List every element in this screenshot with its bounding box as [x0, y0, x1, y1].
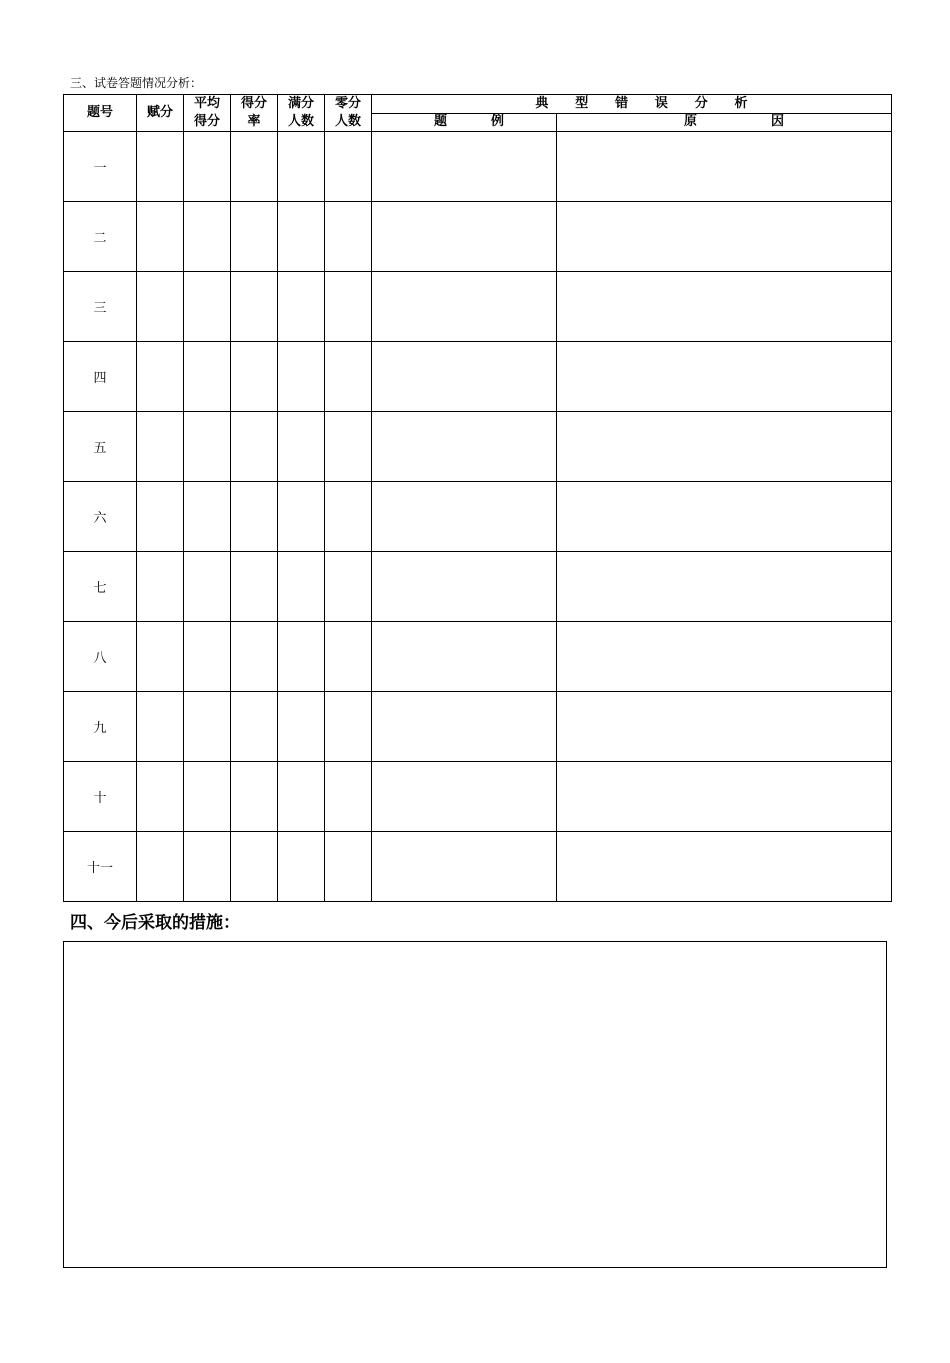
reason-cell[interactable] — [557, 762, 892, 832]
zero-marks-cell[interactable] — [325, 482, 372, 552]
zero-marks-cell[interactable] — [325, 132, 372, 202]
points-cell[interactable] — [137, 132, 184, 202]
table-row — [64, 132, 892, 202]
reason-cell[interactable] — [557, 132, 892, 202]
header-example — [372, 113, 557, 132]
example-cell[interactable] — [372, 832, 557, 902]
question-number: 五 — [64, 412, 137, 482]
reason-cell[interactable] — [557, 552, 892, 622]
score-rate-cell[interactable] — [231, 202, 278, 272]
zero-marks-cell[interactable] — [325, 342, 372, 412]
header-zero-marks-count: 零分 人数 — [325, 95, 372, 132]
example-cell[interactable] — [372, 342, 557, 412]
full-marks-cell[interactable] — [278, 272, 325, 342]
full-marks-cell[interactable] — [278, 692, 325, 762]
example-cell[interactable] — [372, 552, 557, 622]
points-cell[interactable] — [137, 622, 184, 692]
header-example-char: 例 — [490, 114, 504, 130]
table-row — [64, 832, 892, 902]
score-rate-cell[interactable] — [231, 692, 278, 762]
avg-score-cell[interactable] — [184, 832, 231, 902]
reason-cell[interactable] — [557, 832, 892, 902]
full-marks-cell[interactable] — [278, 832, 325, 902]
full-marks-cell[interactable] — [278, 202, 325, 272]
table-row — [64, 622, 892, 692]
header-reason-char: 原 — [683, 114, 697, 130]
header-score-rate: 得分 率 — [231, 95, 278, 132]
score-rate-cell[interactable] — [231, 622, 278, 692]
header-reason — [557, 113, 892, 132]
table-row — [64, 692, 892, 762]
header-reason-char: 因 — [770, 114, 784, 130]
example-cell[interactable] — [372, 412, 557, 482]
points-cell[interactable] — [137, 832, 184, 902]
avg-score-cell[interactable] — [184, 552, 231, 622]
full-marks-cell[interactable] — [278, 412, 325, 482]
avg-score-cell[interactable] — [184, 412, 231, 482]
header-points: 赋分 — [137, 95, 184, 132]
table-row — [64, 412, 892, 482]
reason-cell[interactable] — [557, 202, 892, 272]
question-number: 八 — [64, 622, 137, 692]
avg-score-cell[interactable] — [184, 132, 231, 202]
avg-score-cell[interactable] — [184, 482, 231, 552]
question-number: 七 — [64, 552, 137, 622]
table-row — [64, 762, 892, 832]
score-rate-cell[interactable] — [231, 832, 278, 902]
section4-title: 四、今后采取的措施： — [70, 913, 240, 933]
example-cell[interactable] — [372, 622, 557, 692]
points-cell[interactable] — [137, 272, 184, 342]
header-error-analysis-char: 误 — [654, 95, 668, 111]
header-error-analysis — [372, 95, 892, 114]
zero-marks-cell[interactable] — [325, 622, 372, 692]
reason-cell[interactable] — [557, 622, 892, 692]
section3-title: 三、试卷答题情况分析： — [70, 76, 203, 90]
full-marks-cell[interactable] — [278, 762, 325, 832]
example-cell[interactable] — [372, 202, 557, 272]
avg-score-cell[interactable] — [184, 202, 231, 272]
full-marks-cell[interactable] — [278, 552, 325, 622]
score-rate-cell[interactable] — [231, 762, 278, 832]
points-cell[interactable] — [137, 482, 184, 552]
question-number: 四 — [64, 342, 137, 412]
zero-marks-cell[interactable] — [325, 202, 372, 272]
points-cell[interactable] — [137, 762, 184, 832]
table-row — [64, 272, 892, 342]
avg-score-cell[interactable] — [184, 622, 231, 692]
score-rate-cell[interactable] — [231, 342, 278, 412]
question-number: 二 — [64, 202, 137, 272]
header-error-analysis-char: 错 — [615, 95, 629, 111]
score-rate-cell[interactable] — [231, 272, 278, 342]
header-question-no: 题号 — [64, 95, 137, 132]
example-cell[interactable] — [372, 762, 557, 832]
zero-marks-cell[interactable] — [325, 762, 372, 832]
score-rate-cell[interactable] — [231, 132, 278, 202]
reason-cell[interactable] — [557, 412, 892, 482]
score-rate-cell[interactable] — [231, 482, 278, 552]
reason-cell[interactable] — [557, 482, 892, 552]
points-cell[interactable] — [137, 692, 184, 762]
table-row — [64, 342, 892, 412]
question-number: 九 — [64, 692, 137, 762]
table-row — [64, 552, 892, 622]
points-cell[interactable] — [137, 412, 184, 482]
avg-score-cell[interactable] — [184, 272, 231, 342]
points-cell[interactable] — [137, 202, 184, 272]
header-example-char: 题 — [433, 114, 447, 130]
header-full-marks-count: 满分 人数 — [278, 95, 325, 132]
example-cell[interactable] — [372, 692, 557, 762]
full-marks-cell[interactable] — [278, 622, 325, 692]
question-number: 三 — [64, 272, 137, 342]
question-number: 十一 — [64, 832, 137, 902]
avg-score-cell[interactable] — [184, 762, 231, 832]
header-error-analysis-char: 分 — [694, 95, 708, 111]
avg-score-cell[interactable] — [184, 692, 231, 762]
reason-cell[interactable] — [557, 272, 892, 342]
header-avg-score: 平均 得分 — [184, 95, 231, 132]
exam-analysis-table — [63, 94, 892, 902]
zero-marks-cell[interactable] — [325, 552, 372, 622]
points-cell[interactable] — [137, 552, 184, 622]
header-error-analysis-char: 析 — [734, 95, 748, 111]
zero-marks-cell[interactable] — [325, 412, 372, 482]
header-error-analysis-char: 典 — [535, 95, 549, 111]
score-rate-cell[interactable] — [231, 552, 278, 622]
full-marks-cell[interactable] — [278, 482, 325, 552]
reason-cell[interactable] — [557, 692, 892, 762]
avg-score-cell[interactable] — [184, 342, 231, 412]
score-rate-cell[interactable] — [231, 412, 278, 482]
question-number: 十 — [64, 762, 137, 832]
zero-marks-cell[interactable] — [325, 832, 372, 902]
zero-marks-cell[interactable] — [325, 692, 372, 762]
question-number: 六 — [64, 482, 137, 552]
measures-box[interactable] — [63, 941, 887, 1268]
example-cell[interactable] — [372, 132, 557, 202]
reason-cell[interactable] — [557, 342, 892, 412]
header-error-analysis-char: 型 — [575, 95, 589, 111]
example-cell[interactable] — [372, 272, 557, 342]
full-marks-cell[interactable] — [278, 342, 325, 412]
table-row — [64, 482, 892, 552]
full-marks-cell[interactable] — [278, 132, 325, 202]
points-cell[interactable] — [137, 342, 184, 412]
question-number: 一 — [64, 132, 137, 202]
table-row — [64, 202, 892, 272]
example-cell[interactable] — [372, 482, 557, 552]
zero-marks-cell[interactable] — [325, 272, 372, 342]
